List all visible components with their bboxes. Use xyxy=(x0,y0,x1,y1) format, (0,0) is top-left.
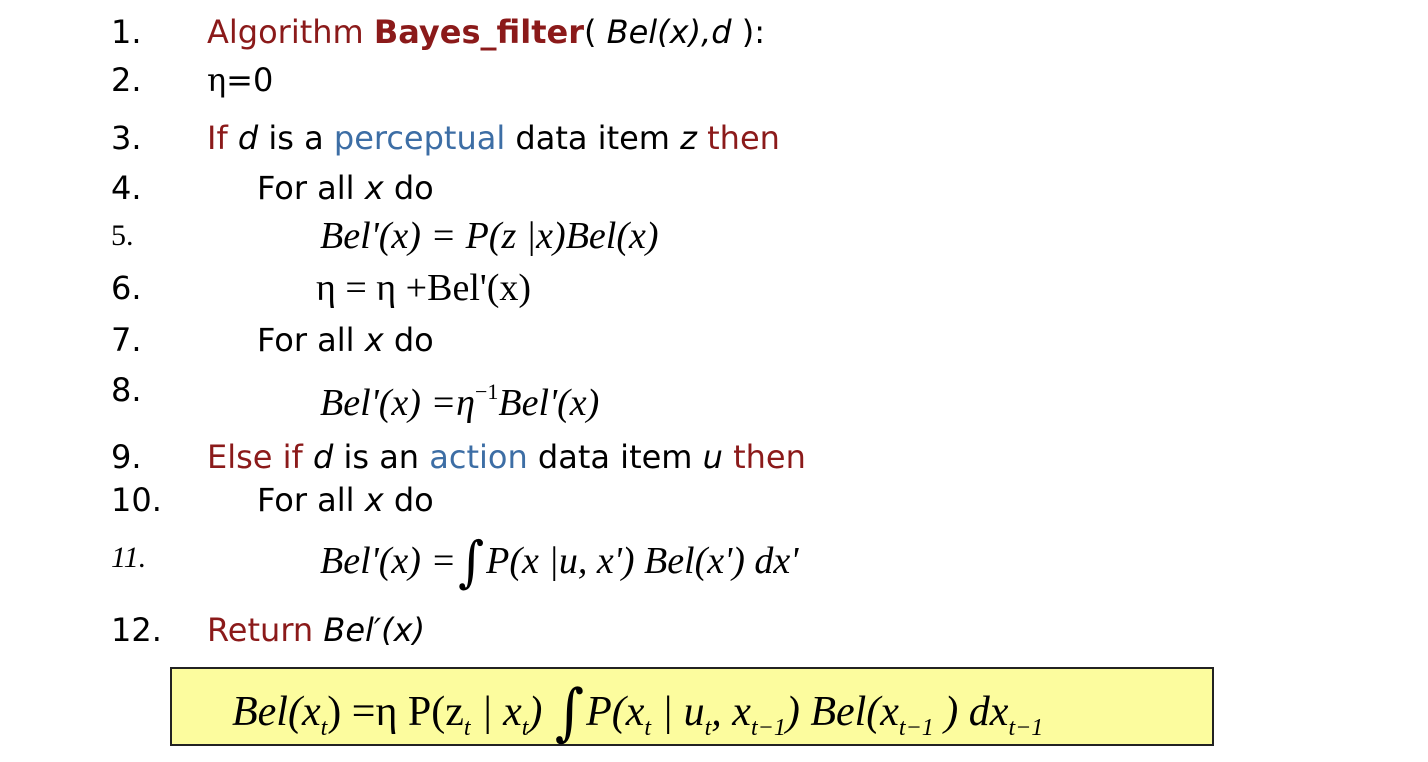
algorithm-name: Bayes_filter xyxy=(373,13,584,51)
algorithm-keyword: Algorithm xyxy=(207,13,364,51)
line-number-6: 6. xyxy=(111,269,142,307)
formula-part-8: ) Bel(x xyxy=(785,689,899,735)
bayes-filter-formula-box xyxy=(170,667,1214,749)
subscript-t: t xyxy=(463,715,471,741)
data-item-text: data item xyxy=(527,438,703,476)
subscript-t-minus-1: t−1 xyxy=(1008,715,1044,741)
prediction-lhs: Bel'(x) = xyxy=(320,540,457,582)
eta-init-line xyxy=(207,60,273,100)
do-text: do xyxy=(383,481,434,519)
return-line xyxy=(207,610,425,650)
subscript-t-minus-1: t−1 xyxy=(750,715,786,741)
normalize-equation xyxy=(320,370,599,425)
line-number-4: 4. xyxy=(111,169,142,207)
perceptual-condition-line xyxy=(207,118,780,158)
line-number-9: 9. xyxy=(111,438,142,476)
then-keyword: then xyxy=(733,438,806,476)
line-number-3: 3. xyxy=(111,119,142,157)
integral-symbol: ∫ xyxy=(554,676,585,749)
return-value: Bel′(x) xyxy=(323,611,426,649)
line-number-10: 10. xyxy=(111,481,162,519)
return-keyword: Return xyxy=(207,611,314,649)
else-if-keyword: Else if xyxy=(207,438,303,476)
inverse-exponent: −1 xyxy=(474,379,499,404)
line-number-11: 11. xyxy=(111,541,147,574)
is-a-text: is a xyxy=(258,119,334,157)
if-keyword: If xyxy=(207,119,228,157)
action-condition-line xyxy=(207,437,806,477)
var-u: u xyxy=(702,438,723,476)
for-all-line-2 xyxy=(257,320,434,360)
open-paren: ( xyxy=(583,13,607,51)
bayes-filter-formula xyxy=(232,676,1044,752)
var-d: d xyxy=(312,438,334,476)
algorithm-arguments: Bel(x),d xyxy=(606,13,732,51)
var-d: d xyxy=(237,119,259,157)
subscript-t-minus-1: t−1 xyxy=(898,715,934,741)
close-paren: ): xyxy=(731,13,765,51)
line-number-1: 1. xyxy=(111,13,142,51)
line-number-12: 12. xyxy=(111,611,162,649)
do-text: do xyxy=(383,321,434,359)
perceptual-keyword: perceptual xyxy=(333,119,506,157)
formula-part-3: | x xyxy=(470,689,522,735)
eta-init-value: =0 xyxy=(226,61,274,99)
var-x: x xyxy=(364,169,384,207)
formula-part-2: ) =η P(z xyxy=(327,689,464,735)
action-keyword: action xyxy=(429,438,528,476)
prediction-rhs: P(x |u, x') Bel(x') dx' xyxy=(486,540,799,582)
for-all-text: For all xyxy=(257,321,365,359)
var-z: z xyxy=(680,119,697,157)
formula-part-6: | u xyxy=(651,689,705,735)
formula-part-4: ) xyxy=(528,689,553,735)
then-keyword: then xyxy=(707,119,780,157)
data-item-text: data item xyxy=(505,119,681,157)
is-an-text: is an xyxy=(333,438,430,476)
var-x: x xyxy=(364,481,384,519)
formula-part-7: , x xyxy=(711,689,751,735)
line-number-2: 2. xyxy=(111,61,142,99)
formula-part-1: Bel(x xyxy=(232,689,321,735)
formula-part-9: ) dx xyxy=(933,689,1009,735)
subscript-t: t xyxy=(320,715,328,741)
line-number-5: 5. xyxy=(111,219,134,252)
for-all-line-3 xyxy=(257,480,434,520)
eta-accumulate-equation xyxy=(316,266,531,310)
subscript-t: t xyxy=(704,715,712,741)
integral-symbol: ∫ xyxy=(458,530,485,594)
normalize-rhs: Bel'(x) xyxy=(498,382,600,424)
eta-symbol: η xyxy=(207,61,227,99)
for-all-line-1 xyxy=(257,168,434,208)
normalize-lhs: Bel'(x) =η xyxy=(320,382,475,424)
for-all-text: For all xyxy=(257,169,365,207)
do-text: do xyxy=(383,169,434,207)
formula-part-5: P(x xyxy=(586,689,645,735)
subscript-t: t xyxy=(521,715,529,741)
for-all-text: For all xyxy=(257,481,365,519)
line-number-8: 8. xyxy=(111,371,142,409)
line-number-7: 7. xyxy=(111,321,142,359)
algorithm-header-line xyxy=(207,12,765,52)
belief-update-equation: Bel'(x) = P(z |x)Bel(x) xyxy=(320,215,659,257)
prediction-equation xyxy=(320,530,799,594)
eta-accumulate-expr: η = η +Bel'(x) xyxy=(316,267,532,309)
subscript-t: t xyxy=(644,715,652,741)
var-x: x xyxy=(364,321,384,359)
